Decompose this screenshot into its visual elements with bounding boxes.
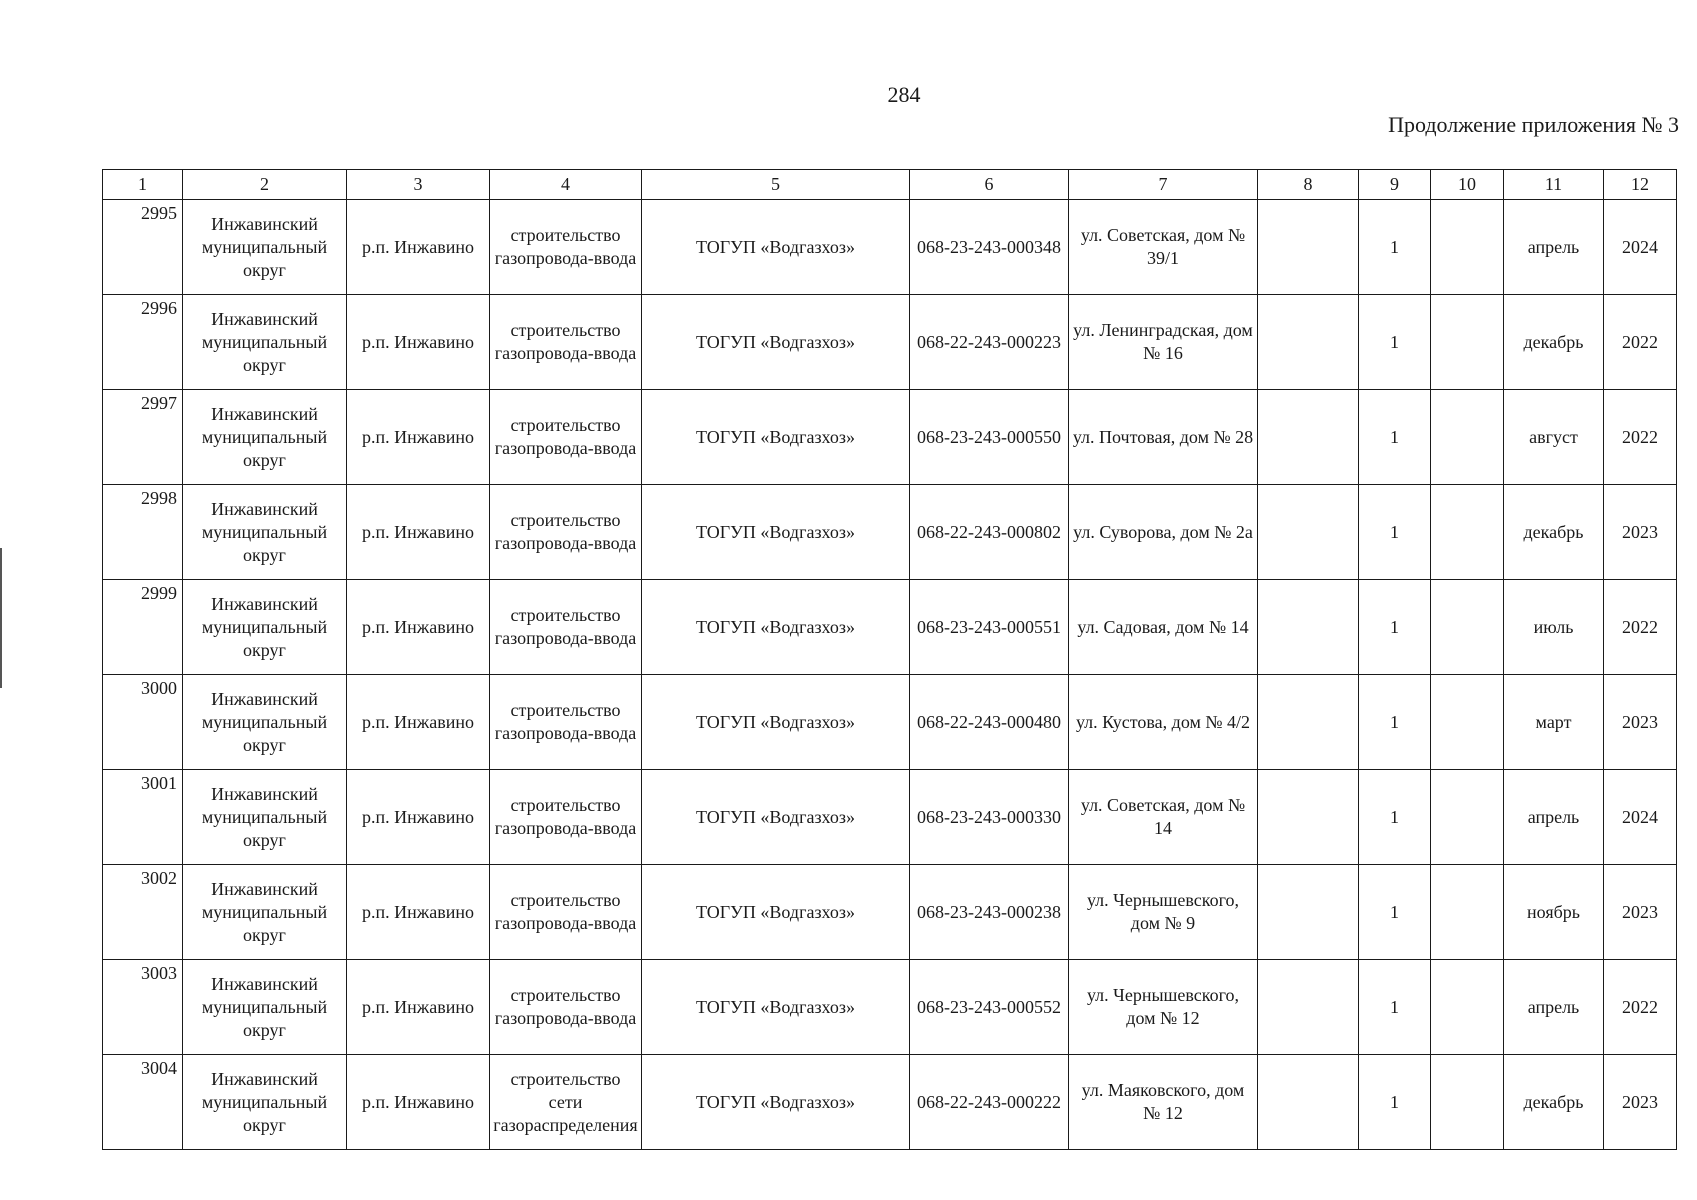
year-cell: 2024: [1604, 770, 1677, 865]
month-cell: апрель: [1504, 960, 1604, 1055]
address-cell: ул. Садовая, дом № 14: [1069, 580, 1258, 675]
work-type-cell: строительство газопровода-ввода: [490, 200, 642, 295]
work-type-cell: строительство газопровода-ввода: [490, 865, 642, 960]
column-header-6: 6: [910, 170, 1069, 200]
column-header-2: 2: [183, 170, 347, 200]
year-cell: 2022: [1604, 580, 1677, 675]
address-cell: ул. Советская, дом № 14: [1069, 770, 1258, 865]
page-number: 284: [887, 82, 921, 107]
appendix-title: Продолжение приложения № 3: [1388, 112, 1679, 137]
quantity-cell: 1: [1359, 770, 1431, 865]
column-header-10: 10: [1431, 170, 1504, 200]
organization-cell: ТОГУП «Водгазхоз»: [642, 960, 910, 1055]
organization-cell: ТОГУП «Водгазхоз»: [642, 1055, 910, 1150]
column-10-cell: [1431, 200, 1504, 295]
work-type-cell: строительство газопровода-ввода: [490, 390, 642, 485]
column-10-cell: [1431, 485, 1504, 580]
column-8-cell: [1258, 865, 1359, 960]
work-type-cell: строительство газопровода-ввода: [490, 580, 642, 675]
row-number-cell: 2997: [103, 390, 183, 485]
column-8-cell: [1258, 295, 1359, 390]
quantity-cell: 1: [1359, 865, 1431, 960]
month-cell: декабрь: [1504, 295, 1604, 390]
work-type-cell: строительство газопровода-ввода: [490, 295, 642, 390]
row-number-cell: 3003: [103, 960, 183, 1055]
work-type-cell: строительство газопровода-ввода: [490, 770, 642, 865]
header-row: [103, 170, 1677, 200]
column-header-4: 4: [490, 170, 642, 200]
month-cell: декабрь: [1504, 1055, 1604, 1150]
table-row: [103, 1055, 1677, 1150]
organization-cell: ТОГУП «Водгазхоз»: [642, 770, 910, 865]
organization-cell: ТОГУП «Водгазхоз»: [642, 295, 910, 390]
settlement-cell: р.п. Инжавино: [347, 960, 490, 1055]
year-cell: 2023: [1604, 675, 1677, 770]
month-cell: апрель: [1504, 770, 1604, 865]
table-row: [103, 770, 1677, 865]
district-cell: Инжавинский муниципальный округ: [183, 770, 347, 865]
column-10-cell: [1431, 295, 1504, 390]
district-cell: Инжавинский муниципальный округ: [183, 675, 347, 770]
work-type-cell: строительство газопровода-ввода: [490, 485, 642, 580]
address-cell: ул. Почтовая, дом № 28: [1069, 390, 1258, 485]
code-cell: 068-22-243-000222: [910, 1055, 1069, 1150]
table-row: [103, 200, 1677, 295]
column-header-7: 7: [1069, 170, 1258, 200]
year-cell: 2024: [1604, 200, 1677, 295]
address-cell: ул. Маяковского, дом № 12: [1069, 1055, 1258, 1150]
address-cell: ул. Чернышевского, дом № 9: [1069, 865, 1258, 960]
table-row: [103, 295, 1677, 390]
work-type-cell: строительство газопровода-ввода: [490, 960, 642, 1055]
quantity-cell: 1: [1359, 390, 1431, 485]
settlement-cell: р.п. Инжавино: [347, 485, 490, 580]
address-cell: ул. Советская, дом № 39/1: [1069, 200, 1258, 295]
month-cell: март: [1504, 675, 1604, 770]
column-8-cell: [1258, 580, 1359, 675]
month-cell: ноябрь: [1504, 865, 1604, 960]
quantity-cell: 1: [1359, 200, 1431, 295]
column-8-cell: [1258, 485, 1359, 580]
organization-cell: ТОГУП «Водгазхоз»: [642, 485, 910, 580]
code-cell: 068-23-243-000238: [910, 865, 1069, 960]
column-10-cell: [1431, 770, 1504, 865]
organization-cell: ТОГУП «Водгазхоз»: [642, 200, 910, 295]
row-number-cell: 3000: [103, 675, 183, 770]
year-cell: 2023: [1604, 865, 1677, 960]
column-10-cell: [1431, 580, 1504, 675]
quantity-cell: 1: [1359, 960, 1431, 1055]
table-row: [103, 580, 1677, 675]
work-type-cell: строительство газопровода-ввода: [490, 675, 642, 770]
table-row: [103, 865, 1677, 960]
column-8-cell: [1258, 960, 1359, 1055]
table-row: [103, 390, 1677, 485]
month-cell: декабрь: [1504, 485, 1604, 580]
settlement-cell: р.п. Инжавино: [347, 865, 490, 960]
work-type-cell: строительство сети газораспределения: [490, 1055, 642, 1150]
district-cell: Инжавинский муниципальный округ: [183, 295, 347, 390]
address-cell: ул. Чернышевского, дом № 12: [1069, 960, 1258, 1055]
column-8-cell: [1258, 1055, 1359, 1150]
settlement-cell: р.п. Инжавино: [347, 1055, 490, 1150]
address-cell: ул. Ленинградская, дом № 16: [1069, 295, 1258, 390]
organization-cell: ТОГУП «Водгазхоз»: [642, 865, 910, 960]
column-header-1: 1: [103, 170, 183, 200]
settlement-cell: р.п. Инжавино: [347, 295, 490, 390]
organization-cell: ТОГУП «Водгазхоз»: [642, 390, 910, 485]
column-8-cell: [1258, 200, 1359, 295]
district-cell: Инжавинский муниципальный округ: [183, 485, 347, 580]
column-header-9: 9: [1359, 170, 1431, 200]
column-header-5: 5: [642, 170, 910, 200]
quantity-cell: 1: [1359, 1055, 1431, 1150]
quantity-cell: 1: [1359, 675, 1431, 770]
year-cell: 2023: [1604, 1055, 1677, 1150]
row-number-cell: 2999: [103, 580, 183, 675]
column-10-cell: [1431, 675, 1504, 770]
code-cell: 068-22-243-000802: [910, 485, 1069, 580]
organization-cell: ТОГУП «Водгазхоз»: [642, 580, 910, 675]
code-cell: 068-23-243-000550: [910, 390, 1069, 485]
table-row: [103, 960, 1677, 1055]
quantity-cell: 1: [1359, 295, 1431, 390]
column-8-cell: [1258, 675, 1359, 770]
column-8-cell: [1258, 390, 1359, 485]
code-cell: 068-23-243-000551: [910, 580, 1069, 675]
organization-cell: ТОГУП «Водгазхоз»: [642, 675, 910, 770]
settlement-cell: р.п. Инжавино: [347, 200, 490, 295]
row-number-cell: 3001: [103, 770, 183, 865]
table-body: [103, 200, 1677, 1150]
district-cell: Инжавинский муниципальный округ: [183, 960, 347, 1055]
settlement-cell: р.п. Инжавино: [347, 770, 490, 865]
column-10-cell: [1431, 960, 1504, 1055]
month-cell: июль: [1504, 580, 1604, 675]
scan-edge-mark: [0, 548, 2, 688]
table-header: [103, 170, 1677, 200]
district-cell: Инжавинский муниципальный округ: [183, 390, 347, 485]
address-cell: ул. Кустова, дом № 4/2: [1069, 675, 1258, 770]
column-10-cell: [1431, 390, 1504, 485]
month-cell: август: [1504, 390, 1604, 485]
column-8-cell: [1258, 770, 1359, 865]
table-row: [103, 485, 1677, 580]
year-cell: 2022: [1604, 295, 1677, 390]
table-row: [103, 675, 1677, 770]
settlement-cell: р.п. Инжавино: [347, 390, 490, 485]
district-cell: Инжавинский муниципальный округ: [183, 865, 347, 960]
district-cell: Инжавинский муниципальный округ: [183, 580, 347, 675]
quantity-cell: 1: [1359, 580, 1431, 675]
code-cell: 068-23-243-000348: [910, 200, 1069, 295]
row-number-cell: 2995: [103, 200, 183, 295]
data-table: [102, 169, 1677, 1150]
month-cell: апрель: [1504, 200, 1604, 295]
row-number-cell: 3002: [103, 865, 183, 960]
settlement-cell: р.п. Инжавино: [347, 675, 490, 770]
column-header-12: 12: [1604, 170, 1677, 200]
year-cell: 2022: [1604, 390, 1677, 485]
year-cell: 2022: [1604, 960, 1677, 1055]
code-cell: 068-23-243-000552: [910, 960, 1069, 1055]
district-cell: Инжавинский муниципальный округ: [183, 1055, 347, 1150]
column-header-3: 3: [347, 170, 490, 200]
code-cell: 068-23-243-000330: [910, 770, 1069, 865]
address-cell: ул. Суворова, дом № 2а: [1069, 485, 1258, 580]
quantity-cell: 1: [1359, 485, 1431, 580]
year-cell: 2023: [1604, 485, 1677, 580]
column-10-cell: [1431, 865, 1504, 960]
row-number-cell: 2996: [103, 295, 183, 390]
row-number-cell: 2998: [103, 485, 183, 580]
district-cell: Инжавинский муниципальный округ: [183, 200, 347, 295]
row-number-cell: 3004: [103, 1055, 183, 1150]
settlement-cell: р.п. Инжавино: [347, 580, 490, 675]
column-header-8: 8: [1258, 170, 1359, 200]
column-10-cell: [1431, 1055, 1504, 1150]
code-cell: 068-22-243-000223: [910, 295, 1069, 390]
column-header-11: 11: [1504, 170, 1604, 200]
code-cell: 068-22-243-000480: [910, 675, 1069, 770]
